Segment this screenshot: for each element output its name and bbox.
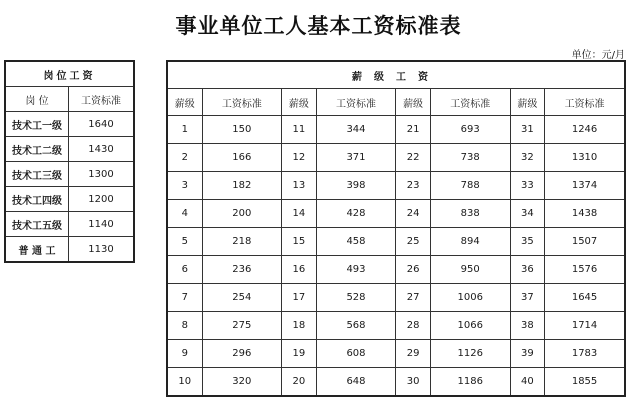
grade-wage-cell: 788 — [430, 172, 510, 200]
table-row — [5, 162, 134, 187]
grade-cell: 10 — [167, 368, 202, 397]
grade-cell: 24 — [396, 200, 431, 228]
table-row — [5, 237, 134, 263]
grade-cell: 27 — [396, 284, 431, 312]
table-row — [167, 172, 625, 200]
grade-cell: 3 — [167, 172, 202, 200]
unit-label: 单位：元/月 — [571, 50, 625, 61]
post-name-cell: 技术工一级 — [5, 112, 69, 137]
grade-cell: 22 — [396, 144, 431, 172]
grade-cell: 6 — [167, 256, 202, 284]
post-wage-cell: 1140 — [69, 212, 135, 237]
table-row — [167, 200, 625, 228]
grade-cell: 15 — [282, 228, 317, 256]
post-name-cell: 技术工三级 — [5, 162, 69, 187]
grade-wage-cell: 1066 — [430, 312, 510, 340]
grade-wage-table-header: 薪级工资 — [167, 61, 625, 89]
post-wage-cell: 1430 — [69, 137, 135, 162]
post-wage-cell: 1300 — [69, 162, 135, 187]
grade-wage-cell: 458 — [316, 228, 396, 256]
grade-cell: 4 — [167, 200, 202, 228]
grade-wage-cell: 608 — [316, 340, 396, 368]
post-name-cell: 技术工五级 — [5, 212, 69, 237]
grade-cell: 16 — [282, 256, 317, 284]
grade-cell: 30 — [396, 368, 431, 397]
grade-wage-cell: 693 — [430, 116, 510, 144]
grade-wage-cell: 950 — [430, 256, 510, 284]
table-row — [167, 340, 625, 368]
grade-wage-cell: 1310 — [545, 144, 625, 172]
column-header: 工资标准 — [202, 89, 282, 116]
grade-cell: 35 — [510, 228, 545, 256]
grade-wage-cell: 1374 — [545, 172, 625, 200]
grade-wage-cell: 166 — [202, 144, 282, 172]
table-row — [167, 144, 625, 172]
grade-cell: 33 — [510, 172, 545, 200]
grade-wage-cell: 398 — [316, 172, 396, 200]
grade-cell: 14 — [282, 200, 317, 228]
grade-wage-column-header-row — [167, 89, 625, 116]
grade-cell: 32 — [510, 144, 545, 172]
post-wage-cell: 1130 — [69, 237, 135, 263]
grade-wage-cell: 428 — [316, 200, 396, 228]
post-name-cell: 普 通 工 — [5, 237, 69, 263]
grade-wage-table — [166, 60, 626, 397]
column-header: 工资标准 — [545, 89, 625, 116]
grade-cell: 9 — [167, 340, 202, 368]
grade-cell: 17 — [282, 284, 317, 312]
grade-cell: 13 — [282, 172, 317, 200]
column-header: 工资标准 — [69, 87, 135, 112]
grade-cell: 37 — [510, 284, 545, 312]
table-row — [167, 312, 625, 340]
grade-wage-cell: 568 — [316, 312, 396, 340]
grade-cell: 34 — [510, 200, 545, 228]
post-name-cell: 技术工二级 — [5, 137, 69, 162]
grade-wage-rows — [167, 116, 625, 397]
grade-wage-cell: 493 — [316, 256, 396, 284]
grade-wage-cell: 254 — [202, 284, 282, 312]
grade-wage-cell: 1246 — [545, 116, 625, 144]
grade-wage-cell: 738 — [430, 144, 510, 172]
page-title: 事业单位工人基本工资标准表 — [175, 13, 462, 38]
grade-wage-cell: 528 — [316, 284, 396, 312]
column-header: 薪级 — [167, 89, 202, 116]
grade-wage-cell: 648 — [316, 368, 396, 397]
grade-wage-cell: 344 — [316, 116, 396, 144]
grade-wage-cell: 1576 — [545, 256, 625, 284]
grade-wage-cell: 150 — [202, 116, 282, 144]
grade-wage-cell: 1645 — [545, 284, 625, 312]
column-header: 薪级 — [396, 89, 431, 116]
grade-cell: 28 — [396, 312, 431, 340]
grade-wage-cell: 218 — [202, 228, 282, 256]
grade-cell: 26 — [396, 256, 431, 284]
table-row — [5, 187, 134, 212]
grade-cell: 29 — [396, 340, 431, 368]
grade-cell: 36 — [510, 256, 545, 284]
grade-wage-cell: 1438 — [545, 200, 625, 228]
grade-wage-cell: 1006 — [430, 284, 510, 312]
grade-wage-cell: 236 — [202, 256, 282, 284]
grade-cell: 21 — [396, 116, 431, 144]
column-header: 工资标准 — [316, 89, 396, 116]
grade-cell: 5 — [167, 228, 202, 256]
post-name-cell: 技术工四级 — [5, 187, 69, 212]
grade-cell: 1 — [167, 116, 202, 144]
grade-cell: 20 — [282, 368, 317, 397]
grade-cell: 19 — [282, 340, 317, 368]
grade-cell: 38 — [510, 312, 545, 340]
grade-cell: 7 — [167, 284, 202, 312]
grade-wage-cell: 1186 — [430, 368, 510, 397]
post-wage-column-header-row — [5, 87, 134, 112]
post-wage-cell: 1200 — [69, 187, 135, 212]
grade-wage-cell: 1855 — [545, 368, 625, 397]
table-row — [167, 284, 625, 312]
grade-cell: 31 — [510, 116, 545, 144]
table-row — [5, 212, 134, 237]
table-row — [5, 112, 134, 137]
grade-cell: 39 — [510, 340, 545, 368]
table-row — [167, 368, 625, 397]
table-row — [5, 137, 134, 162]
grade-wage-cell: 1783 — [545, 340, 625, 368]
grade-wage-cell: 296 — [202, 340, 282, 368]
table-row — [167, 228, 625, 256]
grade-cell: 11 — [282, 116, 317, 144]
grade-cell: 12 — [282, 144, 317, 172]
post-wage-table — [4, 60, 135, 263]
grade-wage-cell: 1714 — [545, 312, 625, 340]
grade-cell: 23 — [396, 172, 431, 200]
grade-cell: 8 — [167, 312, 202, 340]
table-row — [167, 116, 625, 144]
column-header: 岗 位 — [5, 87, 69, 112]
post-wage-cell: 1640 — [69, 112, 135, 137]
grade-wage-cell: 1507 — [545, 228, 625, 256]
grade-wage-cell: 200 — [202, 200, 282, 228]
grade-cell: 18 — [282, 312, 317, 340]
grade-wage-cell: 1126 — [430, 340, 510, 368]
grade-cell: 2 — [167, 144, 202, 172]
post-wage-rows — [5, 112, 134, 263]
grade-cell: 25 — [396, 228, 431, 256]
grade-wage-cell: 894 — [430, 228, 510, 256]
column-header: 工资标准 — [430, 89, 510, 116]
table-row — [167, 256, 625, 284]
grade-wage-cell: 371 — [316, 144, 396, 172]
column-header: 薪级 — [282, 89, 317, 116]
grade-wage-cell: 275 — [202, 312, 282, 340]
grade-wage-cell: 320 — [202, 368, 282, 397]
grade-cell: 40 — [510, 368, 545, 397]
grade-wage-cell: 182 — [202, 172, 282, 200]
post-wage-table-header: 岗位工资 — [5, 61, 134, 87]
column-header: 薪级 — [510, 89, 545, 116]
grade-wage-cell: 838 — [430, 200, 510, 228]
